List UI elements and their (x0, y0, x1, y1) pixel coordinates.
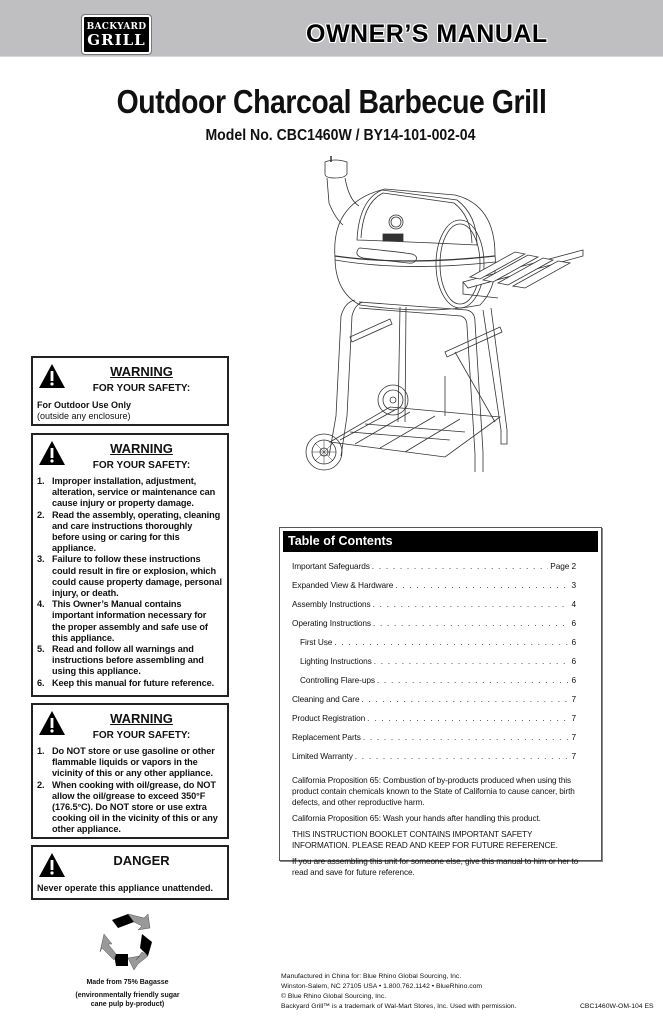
danger-title: DANGER (113, 853, 170, 868)
warning-list (37, 746, 222, 836)
warning-lead-note: (outside any enclosure) (37, 411, 131, 421)
warning-title: WARNING (110, 364, 173, 379)
toc-entry-replacement-parts[interactable]: Replacement Parts . . . 7 (292, 732, 576, 751)
warning-box-flammables (31, 703, 229, 839)
warning-triangle-icon (38, 363, 66, 389)
toc-notes (283, 775, 598, 878)
toc-entry-registration[interactable]: Product Registration . . . 7 (292, 713, 576, 732)
prop65-wash-hands-note: California Proposition 65: Wash your hands after handling this product. (292, 814, 541, 823)
toc-entry-important-safeguards[interactable]: Important Safeguards . . . Page 2 (292, 561, 576, 580)
table-of-contents (279, 527, 602, 877)
toc-entry-lighting[interactable]: Lighting Instructions . . . 6 (292, 656, 576, 675)
warning-subtitle: FOR YOUR SAFETY: (92, 730, 191, 741)
safety-info-note: THIS INSTRUCTION BOOKLET CONTAINS IMPORTANT SAFETY INFORMATION. PLEASE READ AND KEEP FOR FUTURE REFERENCE. (292, 830, 558, 850)
logo-line1: BACKYARD (86, 21, 147, 32)
danger-text: Never operate this appliance unattended. (37, 883, 214, 893)
page-title: Outdoor Charcoal Barbecue Grill (116, 83, 547, 120)
warning-lead: For Outdoor Use Only (37, 400, 132, 410)
warning-item: 6. Keep this manual for future reference. (37, 677, 215, 688)
toc-entry-expanded-view[interactable]: Expanded View & Hardware . . . 3 (292, 580, 576, 599)
recycle-icon (98, 912, 160, 974)
toc-list (283, 561, 598, 770)
toc-entry-operating[interactable]: Operating Instructions . . . 6 (292, 618, 576, 637)
warning-title: WARNING (110, 441, 173, 456)
bagasse-line1: Made from 75% Bagasse (86, 979, 169, 986)
warning-item: 2. Read the assembly, operating, cleaning and care instructions thoroughly before using or caring for this appliance. (37, 509, 221, 554)
model-number: Model No. CBC1460W / BY14-101-002-04 (205, 127, 476, 144)
owners-manual-title: OWNER’S MANUAL (306, 20, 548, 48)
warning-item: 1. Improper installation, adjustment, alteration, service or maintenance can cause injury or property damage. (37, 476, 216, 509)
bagasse-line2: (environmentally friendly sugar (75, 992, 180, 999)
document-code: CBC1460W-OM-104 ES (580, 1003, 654, 1010)
warning-subtitle: FOR YOUR SAFETY: (92, 460, 191, 471)
footer-line1: Manufactured in China for: Blue Rhino Global Sourcing, Inc. (281, 973, 462, 980)
toc-entry-warranty[interactable]: Limited Warranty . . . 7 (292, 751, 576, 770)
toc-entry-assembly[interactable]: Assembly Instructions . . . 4 (292, 599, 576, 618)
warning-triangle-icon (38, 440, 66, 466)
warning-subtitle: FOR YOUR SAFETY: (92, 383, 191, 394)
toc-entry-cleaning[interactable]: Cleaning and Care . . . 7 (292, 694, 576, 713)
warning-list (37, 476, 222, 689)
warning-triangle-icon (38, 852, 66, 878)
prop65-combustion-note: California Proposition 65: Combustion of by-products produced when using this product contain chemicals known to the State of California to cause cancer, birth defects, and other reproductive harm. (292, 776, 575, 807)
danger-box (31, 845, 229, 900)
warning-item: 1. Do NOT store or use gasoline or other flammable liquids or vapors in the vicinity of this or any other appliance. (37, 746, 215, 779)
warning-item: 5. Read and follow all warnings and instructions before assembling and using this appliance. (37, 644, 204, 677)
footer-credits (281, 972, 516, 1012)
header-bar (0, 0, 663, 57)
logo-line2: GRILL (87, 30, 146, 49)
warning-box-outdoor-use (31, 356, 229, 426)
toc-heading: Table of Contents (283, 531, 598, 552)
toc-entry-first-use[interactable]: First Use . . . 6 (292, 637, 576, 656)
assembling-for-others-note: If you are assembling this unit for someone else, give this manual to him or her to read and save for future reference. (292, 857, 579, 877)
warning-item: 3. Failure to follow these instructions could result in fire or explosion, which could cause property damage, personal injury, or death. (37, 554, 222, 599)
warning-triangle-icon (38, 710, 66, 736)
footer-line2: Winston-Salem, NC 27105 USA • 1.800.762.1142 • BlueRhino.com (281, 983, 483, 990)
warning-item: 2. When cooking with oil/grease, do NOT allow the oil/grease to exceed 350°F (176.5°C). Do NOT store or use extra cooking oil in the vicinity of this or any other appliance. (37, 779, 218, 835)
footer-line4: Backyard Grill™ is a trademark of Wal-Mart Stores, Inc. Used with permission. (281, 1003, 517, 1010)
warning-title: WARNING (110, 711, 173, 726)
toc-entry-flare-ups[interactable]: Controlling Flare-ups . . . 6 (292, 675, 576, 694)
backyard-grill-logo (82, 15, 151, 54)
grill-illustration-icon (295, 152, 585, 482)
bagasse-line3: cane pulp by-product) (90, 1001, 165, 1008)
warning-item: 4. This Owner’s Manual contains important information necessary for the proper assembly and safe use of this appliance. (37, 599, 208, 643)
footer-line3: © Blue Rhino Global Sourcing, Inc. (281, 993, 387, 1000)
warning-box-general (31, 433, 229, 697)
